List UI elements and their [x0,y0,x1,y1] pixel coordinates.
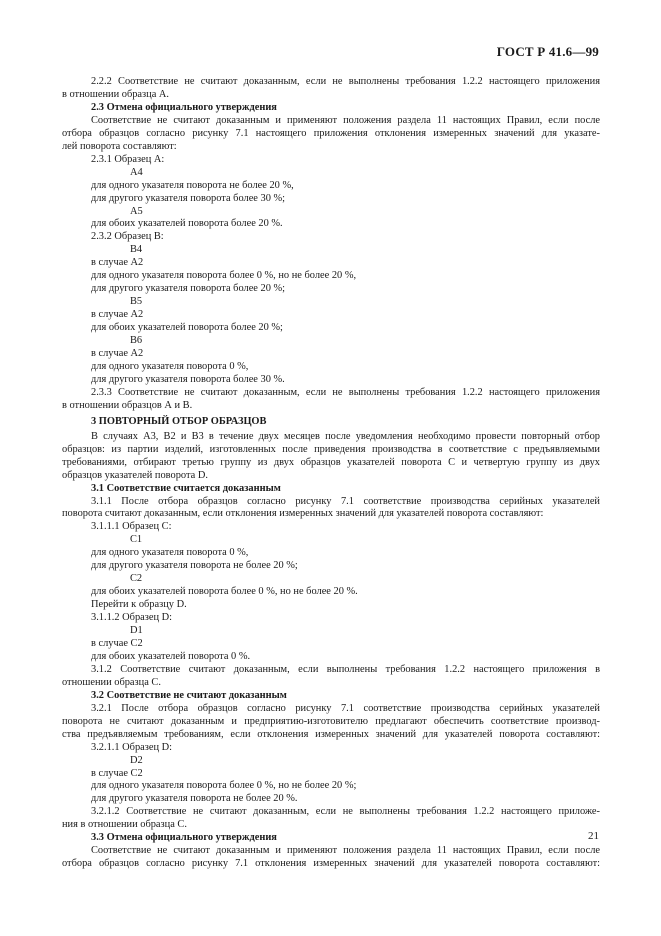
subsection-heading: 2.3 Отмена официального утверждения [91,101,277,113]
text-line: 3.1.1.2 Образец D: [91,612,173,624]
text-line: А4 [130,166,143,178]
text-line: 3.1.1 После отбора образцов согласно рисунку 7.1 соответствие производства серийных указателей [91,495,600,507]
text-line: для другого указателя поворота более 30 %. [91,373,285,385]
section-heading: 3 ПОВТОРНЫЙ ОТБОР ОБРАЗЦОВ [91,415,267,427]
text-line: В5 [130,296,143,308]
text-line: D2 [130,754,143,766]
text-line: для обоих указателей поворота 0 %. [91,650,251,662]
text-line: 3.2.1 После отбора образцов согласно рисунку 7.1 соответствие производства серийных указателей [91,702,600,714]
text-line: для другого указателя поворота не более 20 %; [91,560,298,572]
text-line: 2.3.3 Соответствие не считают доказанным, если не выполнены требования 1.2.2 настоящего приложения [91,386,600,398]
text-line: Соответствие не считают доказанным и применяют положения раздела 11 настоящих Правил, если после [91,114,600,126]
text-line: 3.2.1.2 Соответствие не считают доказанным, если не выполнены требования 1.2.2 настоящего приложе- [91,806,600,818]
text-line: образцов: из партии изделий, изготовленных после приведения производства в соответствие с предъявляемыми [62,443,600,455]
text-line: в случае А2 [91,309,144,321]
text-line: поворота считают доказанным, если отклонения измеренных значений для указателей поворота составляют: [62,508,544,520]
text-line: в отношении образца А. [62,88,170,100]
subsection-heading: 3.3 Отмена официального утверждения [91,832,277,844]
text-line: в отношении образцов А и В. [62,399,193,411]
text-line: для одного указателя поворота 0 %, [91,547,249,559]
text-line: С2 [130,573,143,585]
text-line: для одного указателя поворота 0 %, [91,360,249,372]
text-line: В6 [130,335,143,347]
text-line: 2.3.1 Образец А: [91,153,165,165]
text-line: отбора образцов согласно рисунку 7.1 настоящего приложения отклонения измеренных значений для указате- [62,127,600,139]
text-line: для другого указателя поворота не более 20 %. [91,793,298,805]
text-line: для одного указателя поворота не более 20 %, [91,179,294,191]
text-line: поворота не считают доказанным и предприятию-изготовителю предлагают обеспечить соответствие производ- [62,715,600,727]
text-line: В4 [130,244,143,256]
text-line: для одного указателя поворота более 0 %, но не более 20 %; [91,780,357,792]
text-line: в случае А2 [91,348,144,360]
text-line: D1 [130,625,143,637]
text-line: для обоих указателей поворота более 20 %. [91,218,283,230]
text-line: 2.2.2 Соответствие не считают доказанным, если не выполнены требования 1.2.2 настоящего приложения [91,76,600,87]
text-line: 2.3.2 Образец В: [91,231,164,243]
text-line: для обоих указателей поворота более 20 %; [91,322,283,334]
subsection-heading: 3.1 Соответствие считается доказанным [91,482,281,494]
document-header: ГОСТ Р 41.6—99 [496,44,599,59]
text-line: ства предъявляемым требованиям, если отклонения измеренных значений для указателей поворота составляют: [62,728,600,740]
text-line: образцов указателей поворота D. [62,469,208,481]
text-line: А5 [130,205,143,217]
text-line: 3.1.1.1 Образец С: [91,521,172,533]
text-line: С1 [130,534,143,546]
text-line: для одного указателя поворота более 0 %, но не более 20 %, [91,270,357,282]
text-line: лей поворота составляют: [62,140,177,152]
subsection-heading: 3.2 Соответствие не считают доказанным [91,689,287,701]
text-line: отношении образца С. [62,676,161,688]
text-line: 3.1.2 Соответствие считают доказанным, если выполнены требования 1.2.2 настоящего приложения в [91,663,600,675]
text-line: Соответствие не считают доказанным и применяют положения раздела 11 настоящих Правил, если после [91,845,600,857]
text-line: требованиями, отбирают третью группу из двух образцов указателей поворота С и четвертую группу из двух [62,456,600,468]
text-line: ния в отношении образца С. [62,819,187,831]
text-line: отбора образцов согласно рисунку 7.1 отклонения измеренных значений для указателей поворота составляют: [62,858,600,870]
text-line: В случаях А3, В2 и В3 в течение двух месяцев после уведомления необходимо провести повторный отбор [91,430,600,442]
text-line: для другого указателя поворота более 30 %; [91,192,286,204]
document-body [62,76,600,871]
text-line: Перейти к образцу D. [91,599,187,611]
text-line: 3.2.1.1 Образец D: [91,741,173,753]
page-number: 21 [588,830,599,842]
text-line: для другого указателя поворота более 20 %; [91,283,286,295]
text-line: в случае С2 [91,767,143,779]
text-line: для обоих указателей поворота более 0 %, но не более 20 %. [91,586,358,598]
text-line: в случае С2 [91,637,143,649]
text-line: в случае А2 [91,257,144,269]
